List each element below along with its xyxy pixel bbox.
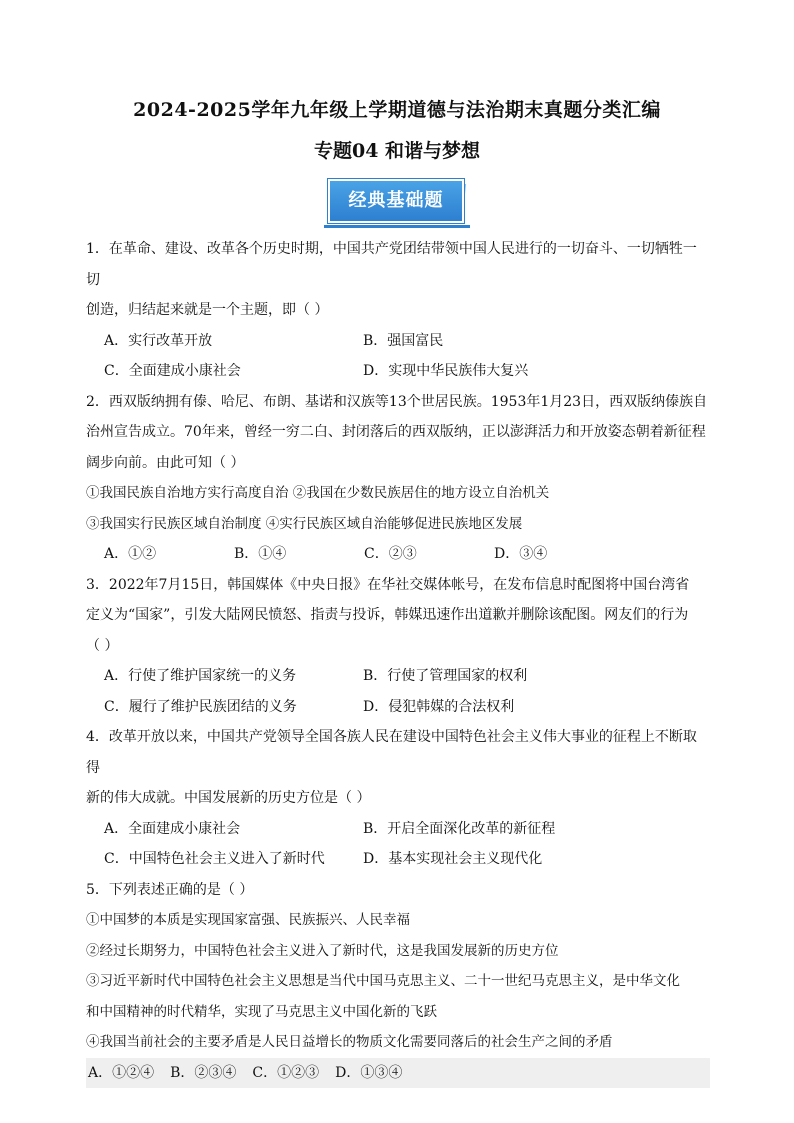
option-c[interactable]: C．全面建成小康社会	[104, 363, 241, 379]
question-line: 定义为“国家”，引发大陆网民愤怒、指责与投诉，韩媒迅速作出道歉并删除该配图。网友们的行为	[86, 607, 689, 623]
option-a[interactable]: A．实行改革开放	[104, 332, 213, 349]
question-line: 1．在革命、建设、改革各个历史时期，中国共产党团结带领中国人民进行的一切奋斗、一切牺牲一切	[86, 241, 697, 288]
option-d[interactable]: D．实现中华民族伟大复兴	[363, 363, 529, 379]
option-a[interactable]: A．行使了维护国家统一的义务	[104, 668, 297, 684]
option-c[interactable]: C．履行了维护民族团结的义务	[104, 698, 297, 715]
option-d[interactable]: D．①③④	[335, 1064, 403, 1081]
option-row	[86, 692, 710, 723]
section-badge	[324, 175, 470, 229]
option-b[interactable]: B．②③④	[170, 1064, 237, 1081]
question-line: 4．改革开放以来，中国共产党领导全国各族人民在建设中国特色社会主义伟大事业的征程上不断取得	[86, 729, 697, 776]
statement: ④我国当前社会的主要矛盾是人民日益增长的物质文化需要同落后的社会生产之间的矛盾	[86, 1034, 613, 1050]
statement: ③我国实行民族区域自治制度 ④实行民族区域自治能够促进民族地区发展	[86, 515, 523, 532]
question-line: 创造，归结起来就是一个主题，即（ ）	[86, 302, 329, 318]
statement: ②经过长期努力，中国特色社会主义进入了新时代，这是我国发展新的历史方位	[86, 942, 559, 959]
option-b[interactable]: B．①④	[234, 546, 287, 562]
option-b[interactable]: B．开启全面深化改革的新征程	[363, 820, 556, 837]
statement: ③习近平新时代中国特色社会主义思想是当代中国马克思主义、二十一世纪马克思主义，是中华文化	[86, 973, 680, 989]
option-c[interactable]: C．中国特色社会主义进入了新时代	[104, 851, 325, 867]
statement: ①我国民族自治地方实行高度自治 ②我国在少数民族居住的地方设立自治机关	[86, 485, 550, 501]
question-line: 3．2022年7月15日，韩国媒体《中央日报》在华社交媒体帐号，在发布信息时配图将中国台湾省	[86, 576, 690, 593]
question-5	[86, 875, 710, 1089]
document-subtitle: 专题04 和谐与梦想	[313, 140, 481, 162]
question-2	[86, 387, 710, 570]
option-c[interactable]: C．①②③	[252, 1064, 320, 1081]
statement: 和中国精神的时代精华，实现了马克思主义中国化新的飞跃	[86, 1003, 437, 1020]
question-3	[86, 570, 710, 723]
option-d[interactable]: D．③④	[494, 546, 548, 562]
document-title: 2024-2025学年九年级上学期道德与法治期末真题分类汇编	[133, 99, 661, 121]
option-a[interactable]: A．全面建成小康社会	[104, 820, 241, 837]
question-list	[86, 234, 710, 1088]
question-line: 5．下列表述正确的是（ ）	[86, 881, 254, 898]
question-1	[86, 234, 710, 387]
option-row	[86, 814, 710, 845]
question-line: 治州宣告成立。70年来，曾经一穷二白、封闭落后的西双版纳，正以澎湃活力和开放姿态朝着新征程	[86, 424, 706, 440]
option-row	[86, 539, 710, 570]
option-row	[86, 661, 710, 692]
badge-label: 经典基础题	[328, 179, 464, 223]
option-b[interactable]: B．强国富民	[363, 332, 444, 349]
question-line: （ ）	[86, 637, 119, 654]
question-line: 阔步向前。由此可知（ ）	[86, 454, 245, 471]
option-a[interactable]: A．①②	[104, 546, 157, 562]
option-row	[86, 326, 710, 357]
option-row	[86, 844, 710, 875]
question-line: 2．西双版纳拥有傣、哈尼、布朗、基诺和汉族等13个世居民族。1953年1月23日，西双版纳傣族自	[86, 393, 708, 410]
option-b[interactable]: B．行使了管理国家的权利	[363, 668, 528, 684]
option-d[interactable]: D．基本实现社会主义现代化	[363, 851, 543, 867]
option-a[interactable]: A．①②④	[88, 1064, 155, 1081]
badge-underline	[324, 225, 470, 228]
option-row	[86, 1058, 710, 1089]
option-row	[86, 356, 710, 387]
statement: ①中国梦的本质是实现国家富强、民族振兴、人民幸福	[86, 912, 410, 928]
option-c[interactable]: C．②③	[364, 546, 417, 562]
question-line: 新的伟大成就。中国发展新的历史方位是（ ）	[86, 790, 371, 806]
option-d[interactable]: D．侵犯韩媒的合法权利	[363, 698, 515, 715]
question-4	[86, 722, 710, 875]
